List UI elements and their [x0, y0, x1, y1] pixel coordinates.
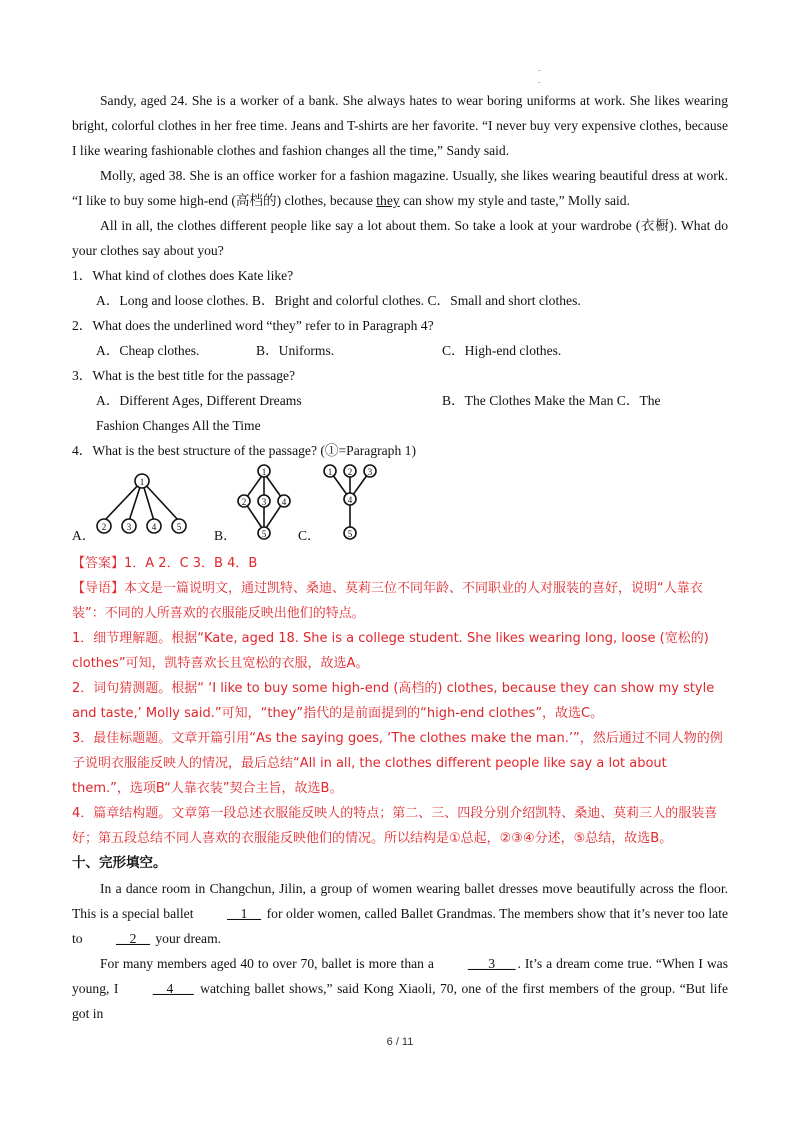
diagram-a-node-5: 5 [176, 522, 182, 532]
question-3: 3．What is the best title for the passage? [72, 368, 296, 383]
document-page [72, 88, 728, 1026]
diagram-c-node-2: 2 [347, 467, 353, 477]
section-heading: 十、完形填空。 [72, 855, 167, 871]
q2-option-a: A．Cheap clothes. [96, 343, 200, 358]
q2-option-b: B．Uniforms. [256, 343, 335, 358]
diagram-b-label: B． [214, 528, 237, 543]
diagram-a-node-3: 3 [126, 522, 132, 532]
diagram-b-node-5: 5 [261, 529, 267, 539]
diagram-a-node-1: 1 [139, 477, 145, 487]
diagram-c-label: C． [298, 528, 321, 543]
diagram-a-node-4: 4 [151, 522, 157, 532]
cloze-paragraph-2: For many members aged 40 to over 70, ballet is more than a ___3___ . It’s a dream come true. “When I was young, I __4___ watching ballet shows,” said Kong Xiaoli, 70, one of the first members of the group. “But life got in [72, 951, 728, 1026]
diagram-b-node-2: 2 [241, 497, 247, 507]
question-1-options: A．Long and loose clothes. B．Bright and colorful clothes. C．Small and short clothes. [96, 293, 581, 308]
paragraph-molly: Molly, aged 38. She is an office worker for a fashion magazine. Usually, she likes wearing beautiful dress at work. “I like to buy some high-end (高档的) clothes, because they can show my style and taste,” Molly said. [72, 168, 728, 208]
underlined-they: they [376, 193, 400, 208]
q3-option-a: A．Different Ages, Different Dreams [96, 393, 302, 408]
explanation-4: 4．篇章结构题。文章第一段总述衣服能反映人的特点；第二、三、四段分别介绍凯特、桑迪、莫莉三人的服装喜好；第五段总结不同人喜欢的衣服能反映他们的情况。所以结构是①总起，②③④分述，⑤总结，故选B。 [72, 806, 718, 846]
diagram-a-label: A． [72, 528, 96, 543]
structure-diagrams [72, 463, 728, 549]
question-1: 1．What kind of clothes does Kate like? [72, 268, 294, 283]
answer-key: 【答案】1．A 2．C 3．B 4．B [72, 556, 258, 571]
question-3-options [72, 388, 728, 413]
cloze-paragraph-1: In a dance room in Changchun, Jilin, a group of women wearing ballet dresses move beautifully across the floor. This is a special ballet __1__ for older women, called Ballet Grandmas. The members show that it’s never too late to __2__ your dream. [72, 876, 728, 951]
q2-option-c: C．High-end clothes. [442, 343, 562, 358]
q3-option-c-continued: Fashion Changes All the Time [96, 418, 261, 433]
explanation-3: 3．最佳标题题。文章开篇引用“As the saying goes, ‘The clothes make the man.’”，然后通过不同人物的例子说明衣服能反映人的情况，最后总结“All in all, the clothes different people like say a lot about them.”，选项B“人靠衣装”契合主旨，故选B。 [72, 731, 723, 796]
guide-text: 【导语】本文是一篇说明文，通过凯特、桑迪、莫莉三位不同年龄、不同职业的人对服装的喜好，说明“人靠衣装”：不同的人所喜欢的衣服能反映出他们的特点。 [72, 581, 703, 621]
diagram-c-node-4: 4 [347, 495, 353, 505]
blank-1: __1__ [227, 906, 262, 921]
question-2-options [72, 338, 728, 363]
explanation-2: 2．词句猜测题。根据“ ‘I like to buy some high-end (高档的) clothes, because they can show my style and taste,’ Molly said.”可知，“they”指代的是前面提到的“high-end clothes”，故选C。 [72, 681, 715, 721]
q3-option-bc: B．The Clothes Make the Man C．The [442, 393, 661, 408]
blank-3: ___3___ [467, 956, 516, 971]
diagram-b-node-1: 1 [261, 467, 267, 477]
diagram-c-node-3: 3 [367, 467, 373, 477]
question-2: 2．What does the underlined word “they” refer to in Paragraph 4? [72, 318, 434, 333]
diagram-b-node-4: 4 [281, 497, 287, 507]
page-number: 6 / 11 [386, 1036, 414, 1048]
explanation-1: 1．细节理解题。根据“Kate, aged 18. She is a college student. She likes wearing long, loose (宽松的) clothes”可知，凯特喜欢长且宽松的衣服，故选A。 [72, 631, 709, 671]
blank-2: __2__ [115, 931, 150, 946]
diagram-a [90, 469, 190, 539]
diagram-b-node-3: 3 [261, 497, 267, 507]
diagram-c-node-1: 1 [327, 467, 333, 477]
diagram-b [230, 463, 300, 543]
header-marks: . . [538, 63, 541, 85]
diagram-c-node-5: 5 [347, 529, 353, 539]
blank-4: __4___ [152, 981, 194, 996]
question-4: 4．What is the best structure of the passage? (①=Paragraph 1) [72, 443, 416, 458]
paragraph-sandy: Sandy, aged 24. She is a worker of a bank. She always hates to wear boring uniforms at work. She likes wearing bright, colorful clothes in her free time. Jeans and T-shirts are her favorite. “I never buy very expensive clothes, because I like wearing fashionable clothes and fashion changes all the time,” Sandy said. [72, 93, 728, 158]
diagram-c [318, 463, 388, 543]
paragraph-all-in-all: All in all, the clothes different people like say a lot about them. So take a look at your wardrobe (衣橱). What do your clothes say about you? [72, 218, 728, 258]
diagram-a-node-2: 2 [101, 522, 107, 532]
